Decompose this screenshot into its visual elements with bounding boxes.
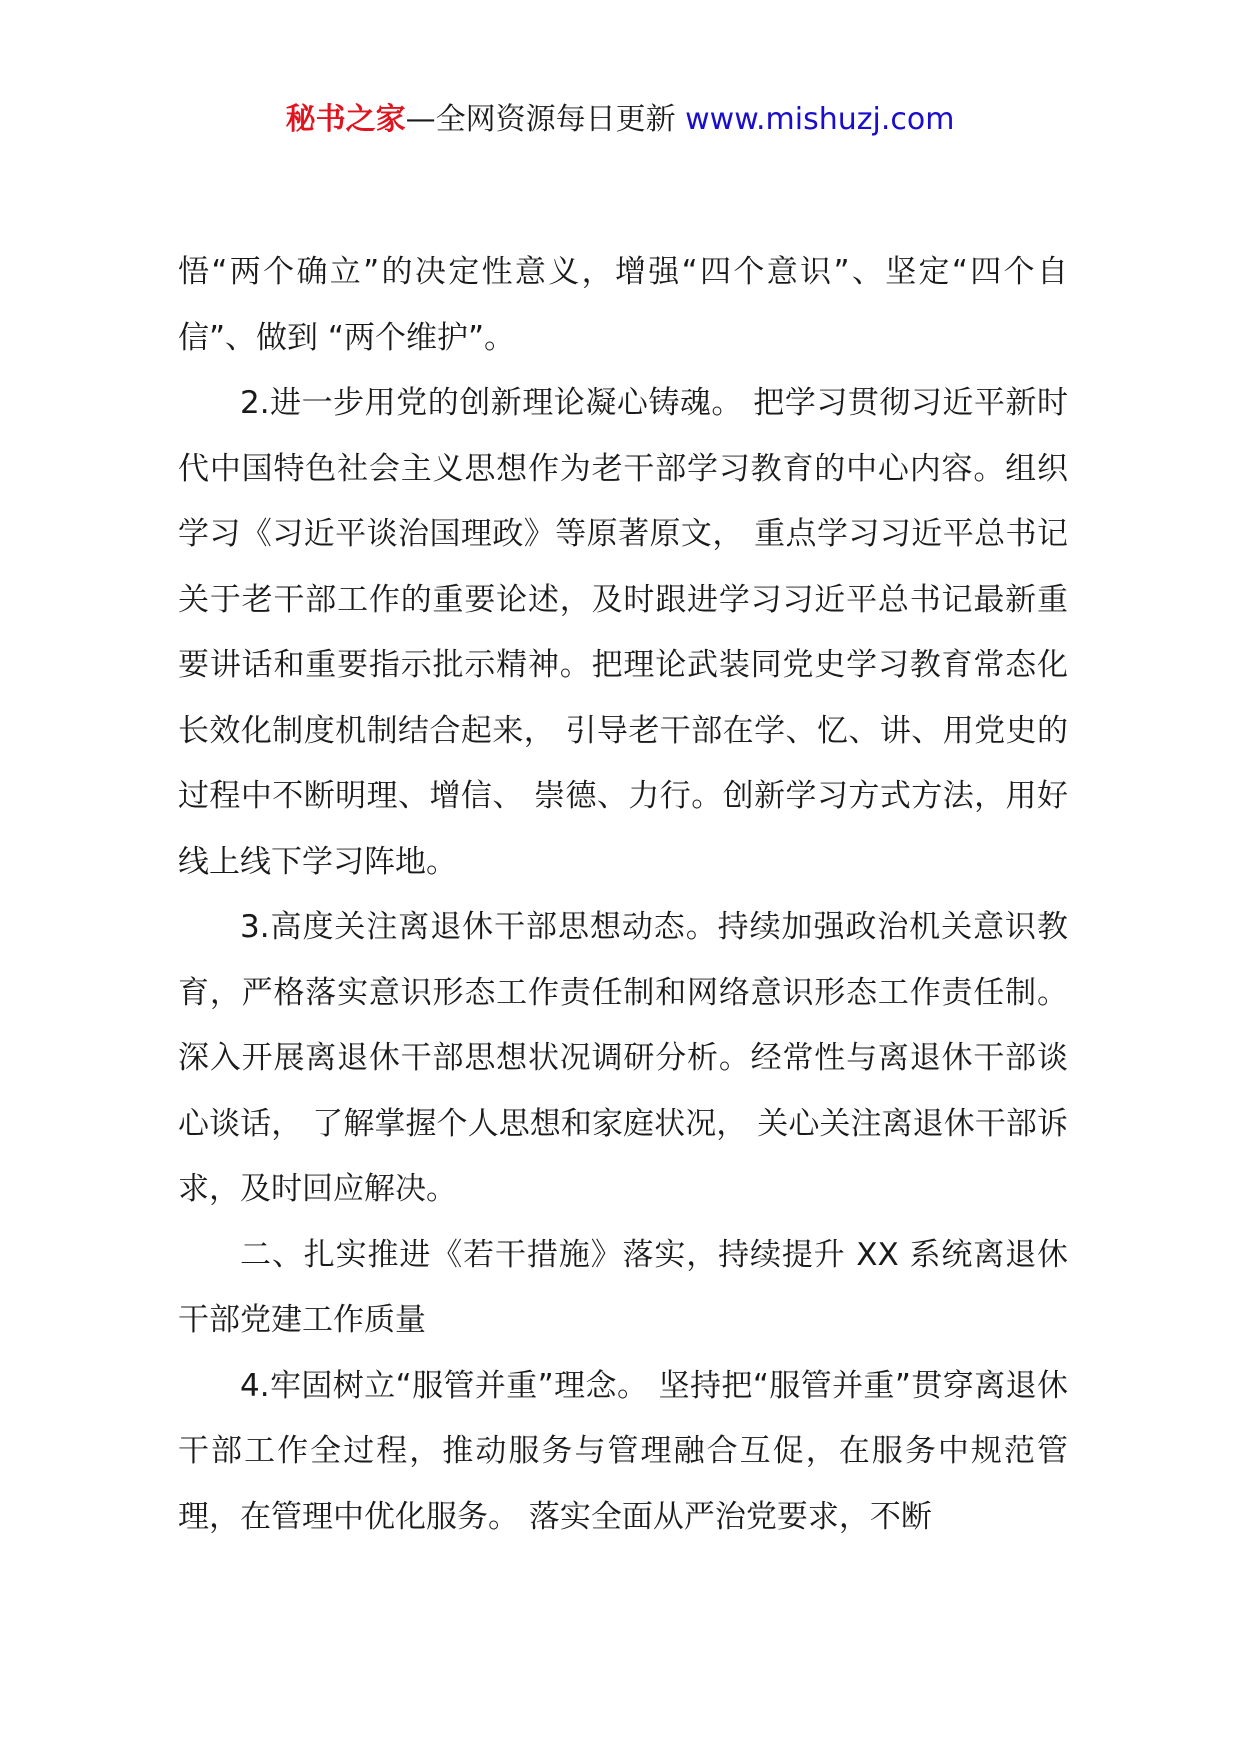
- header-url-link[interactable]: www.mishuzj.com: [685, 102, 955, 137]
- header-brand: 秘书之家: [285, 102, 406, 137]
- paragraph-continuation: 悟“两个确立”的决定性意义，增强“四个意识”、坚定“四个自信”、做到 “两个维护”。: [178, 254, 1068, 356]
- paragraph-item-2: 2.进一步用党的创新理论凝心铸魂。 把学习贯彻习近平新时代中国特色社会主义思想作为老干部学习教育的中心内容。组织学习《习近平谈治国理政》等原著原文， 重点学习习近平总书记关于老干部工作的重要论述，及时跟进学习习近平总书记最新重要讲话和重要指示批示精神。把理论武装同党史学习教育常态化长效化制度机制结合起来， 引导老干部在学、忆、讲、用党史的过程中不断明理、增信、 崇德、力行。创新学习方式方法，用好线上线下学习阵地。: [178, 385, 1068, 880]
- paragraph-item-3: 3.高度关注离退休干部思想动态。持续加强政治机关意识教育，严格落实意识形态工作责任制和网络意识形态工作责任制。深入开展离退休干部思想状况调研分析。经常性与离退休干部谈心谈话， 了解掌握个人思想和家庭状况， 关心关注离退休干部诉求，及时回应解决。: [178, 909, 1068, 1207]
- paragraph-item-4: 4.牢固树立“服管并重”理念。 坚持把“服管并重”贯穿离退休干部工作全过程，推动服务与管理融合互促，在服务中规范管理，在管理中优化服务。 落实全面从严治党要求，不断: [178, 1367, 1068, 1535]
- document-body: [178, 240, 1068, 1550]
- page-header: [0, 100, 1240, 140]
- section-heading-2: 二、扎实推进《若干措施》落实，持续提升 XX 系统离退休干部党建工作质量: [178, 1236, 1068, 1338]
- header-slogan: —全网资源每日更新: [405, 102, 686, 137]
